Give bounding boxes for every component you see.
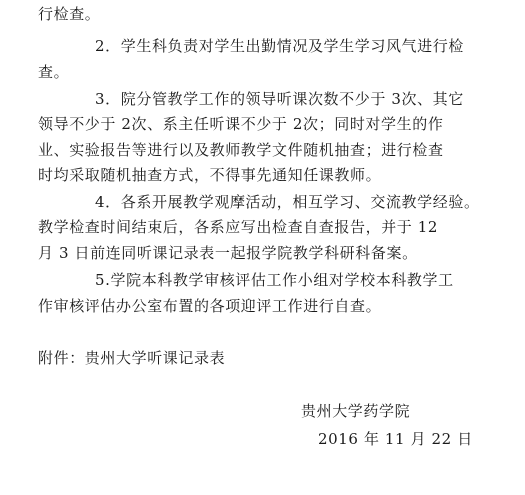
- paragraph-line: 5.学院本科教学审核评估工作小组对学校本科教学工: [95, 271, 454, 289]
- paragraph-line: 查。: [38, 63, 70, 81]
- paragraph-line: 领导不少于 2次、系主任听课不少于 2次；同时对学生的作: [38, 115, 444, 133]
- paragraph-line: 2．学生科负责对学生出勤情况及学生学习风气进行检: [95, 37, 464, 55]
- paragraph-line: 4．各系开展教学观摩活动，相互学习、交流教学经验。: [95, 193, 480, 211]
- attachment-note: 附件：贵州大学听课记录表: [38, 349, 226, 367]
- paragraph-line: 业、实验报告等进行以及教师教学文件随机抽查；进行检查: [38, 141, 444, 159]
- signature-org: 贵州大学药学院: [301, 402, 411, 420]
- paragraph-line: 月 3 日前连同听课记录表一起报学院教学科研科备案。: [38, 244, 418, 262]
- paragraph-line: 作审核评估办公室布置的各项迎评工作进行自查。: [38, 297, 382, 315]
- paragraph-line: 时均采取随机抽查方式，不得事先通知任课教师。: [38, 166, 382, 184]
- paragraph-line: 3．院分管教学工作的领导听课次数不少于 3次、其它: [95, 90, 464, 108]
- paragraph-line: 教学检查时间结束后，各系应写出检查自查报告，并于 12: [38, 218, 439, 236]
- signature-date: 2016 年 11 月 22 日: [318, 430, 473, 448]
- paragraph-line: 行检查。: [38, 5, 101, 23]
